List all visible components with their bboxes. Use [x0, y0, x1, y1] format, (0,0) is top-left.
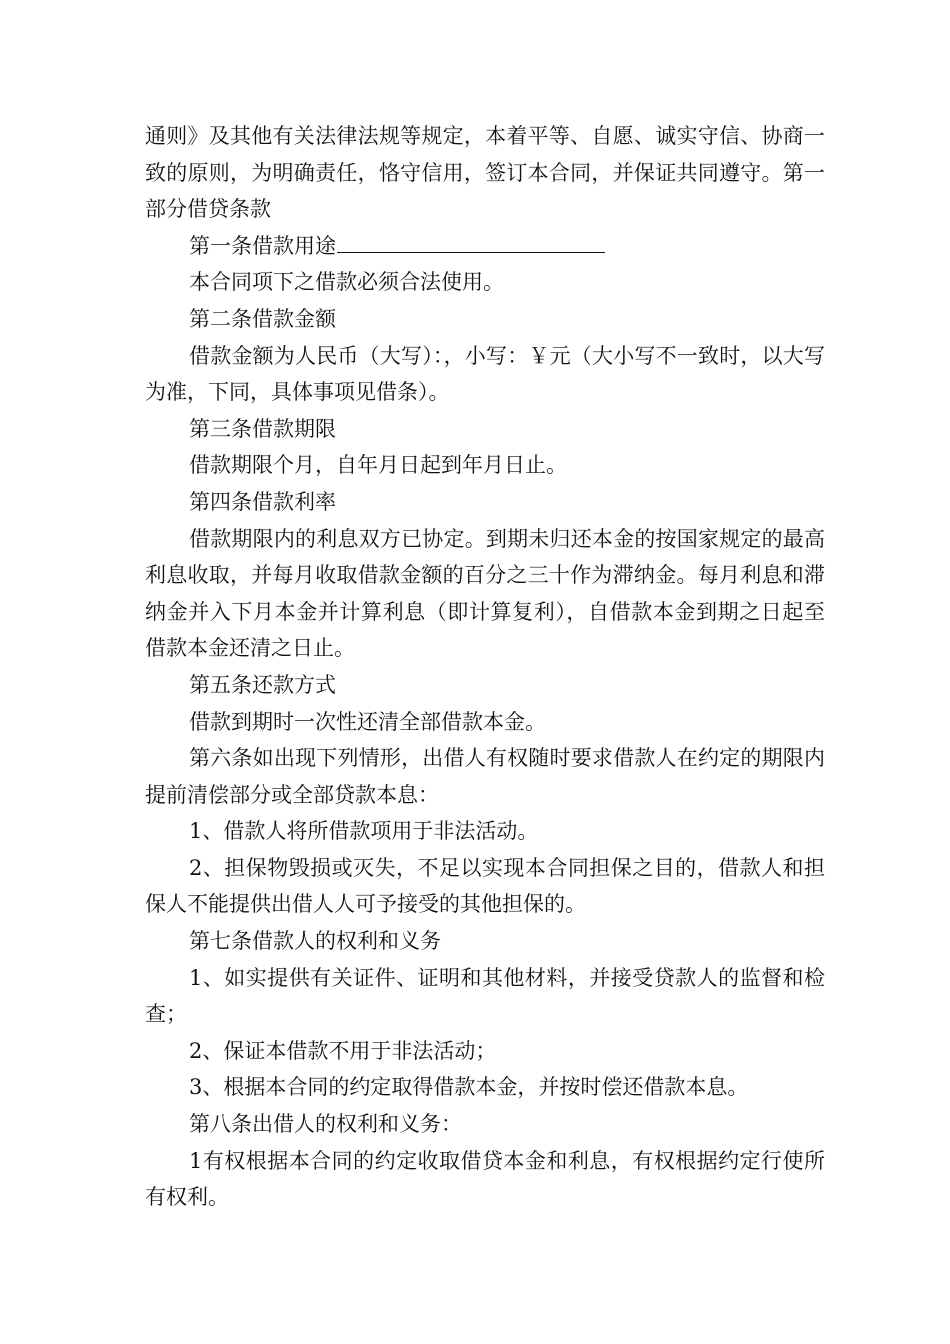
article-8-title: 第八条出借人的权利和义务： [189, 1112, 462, 1137]
article-7-item-2: 2、保证本借款不用于非法活动； [189, 1038, 497, 1063]
article-4-title: 第四条借款利率 [189, 489, 336, 514]
contract-page [145, 118, 825, 1216]
article-6-title: 第六条如出现下列情形，出借人有权随时要求借款人在约定的期限内提前清偿部分或全部贷款本息： [145, 746, 825, 807]
intro-paragraph: 通则》及其他有关法律法规等规定，本着平等、自愿、诚实守信、协商一致的原则，为明确责任，恪守信用，签订本合同，并保证共同遵守。第一部分借贷条款 [145, 124, 825, 222]
article-8-item-1: 1有权根据本合同的约定收取借贷本金和利息，有权根据约定行使所有权利。 [145, 1148, 825, 1210]
article-6-item-1: 1、借款人将所借款项用于非法活动。 [189, 819, 539, 844]
article-3-body: 借款期限个月，自年月日起到年月日止。 [189, 453, 567, 478]
purpose-blank-line[interactable] [337, 230, 605, 253]
article-7-title: 第七条借款人的权利和义务 [189, 929, 441, 954]
article-5-title: 第五条还款方式 [189, 672, 336, 697]
article-5-body: 借款到期时一次性还清全部借款本金。 [189, 709, 546, 734]
article-1-body: 本合同项下之借款必须合法使用。 [189, 270, 504, 295]
article-1-title-text: 第一条借款用途 [189, 233, 336, 258]
article-2-title: 第二条借款金额 [189, 306, 336, 331]
article-7-item-3: 3、根据本合同的约定取得借款本金，并按时偿还借款本息。 [189, 1075, 749, 1100]
article-2-body: 借款金额为人民币（大写）：，小写：￥元（大小写不一致时，以大写为准，下同，具体事项见借条）。 [145, 343, 825, 405]
article-6-item-2: 2、担保物毁损或灭失，不足以实现本合同担保之目的，借款人和担保人不能提供出借人人可予接受的其他担保的。 [145, 855, 825, 917]
article-1-title [145, 228, 825, 265]
article-7-item-1: 1、如实提供有关证件、证明和其他材料，并接受贷款人的监督和检查； [145, 965, 825, 1027]
article-4-body: 借款期限内的利息双方已协定。到期未归还本金的按国家规定的最高利息收取，并每月收取借款金额的百分之三十作为滞纳金。每月利息和滞纳金并入下月本金并计算利息（即计算复利），自借款本金到期之日起至借款本金还清之日止。 [145, 526, 825, 661]
article-3-title: 第三条借款期限 [189, 416, 336, 441]
